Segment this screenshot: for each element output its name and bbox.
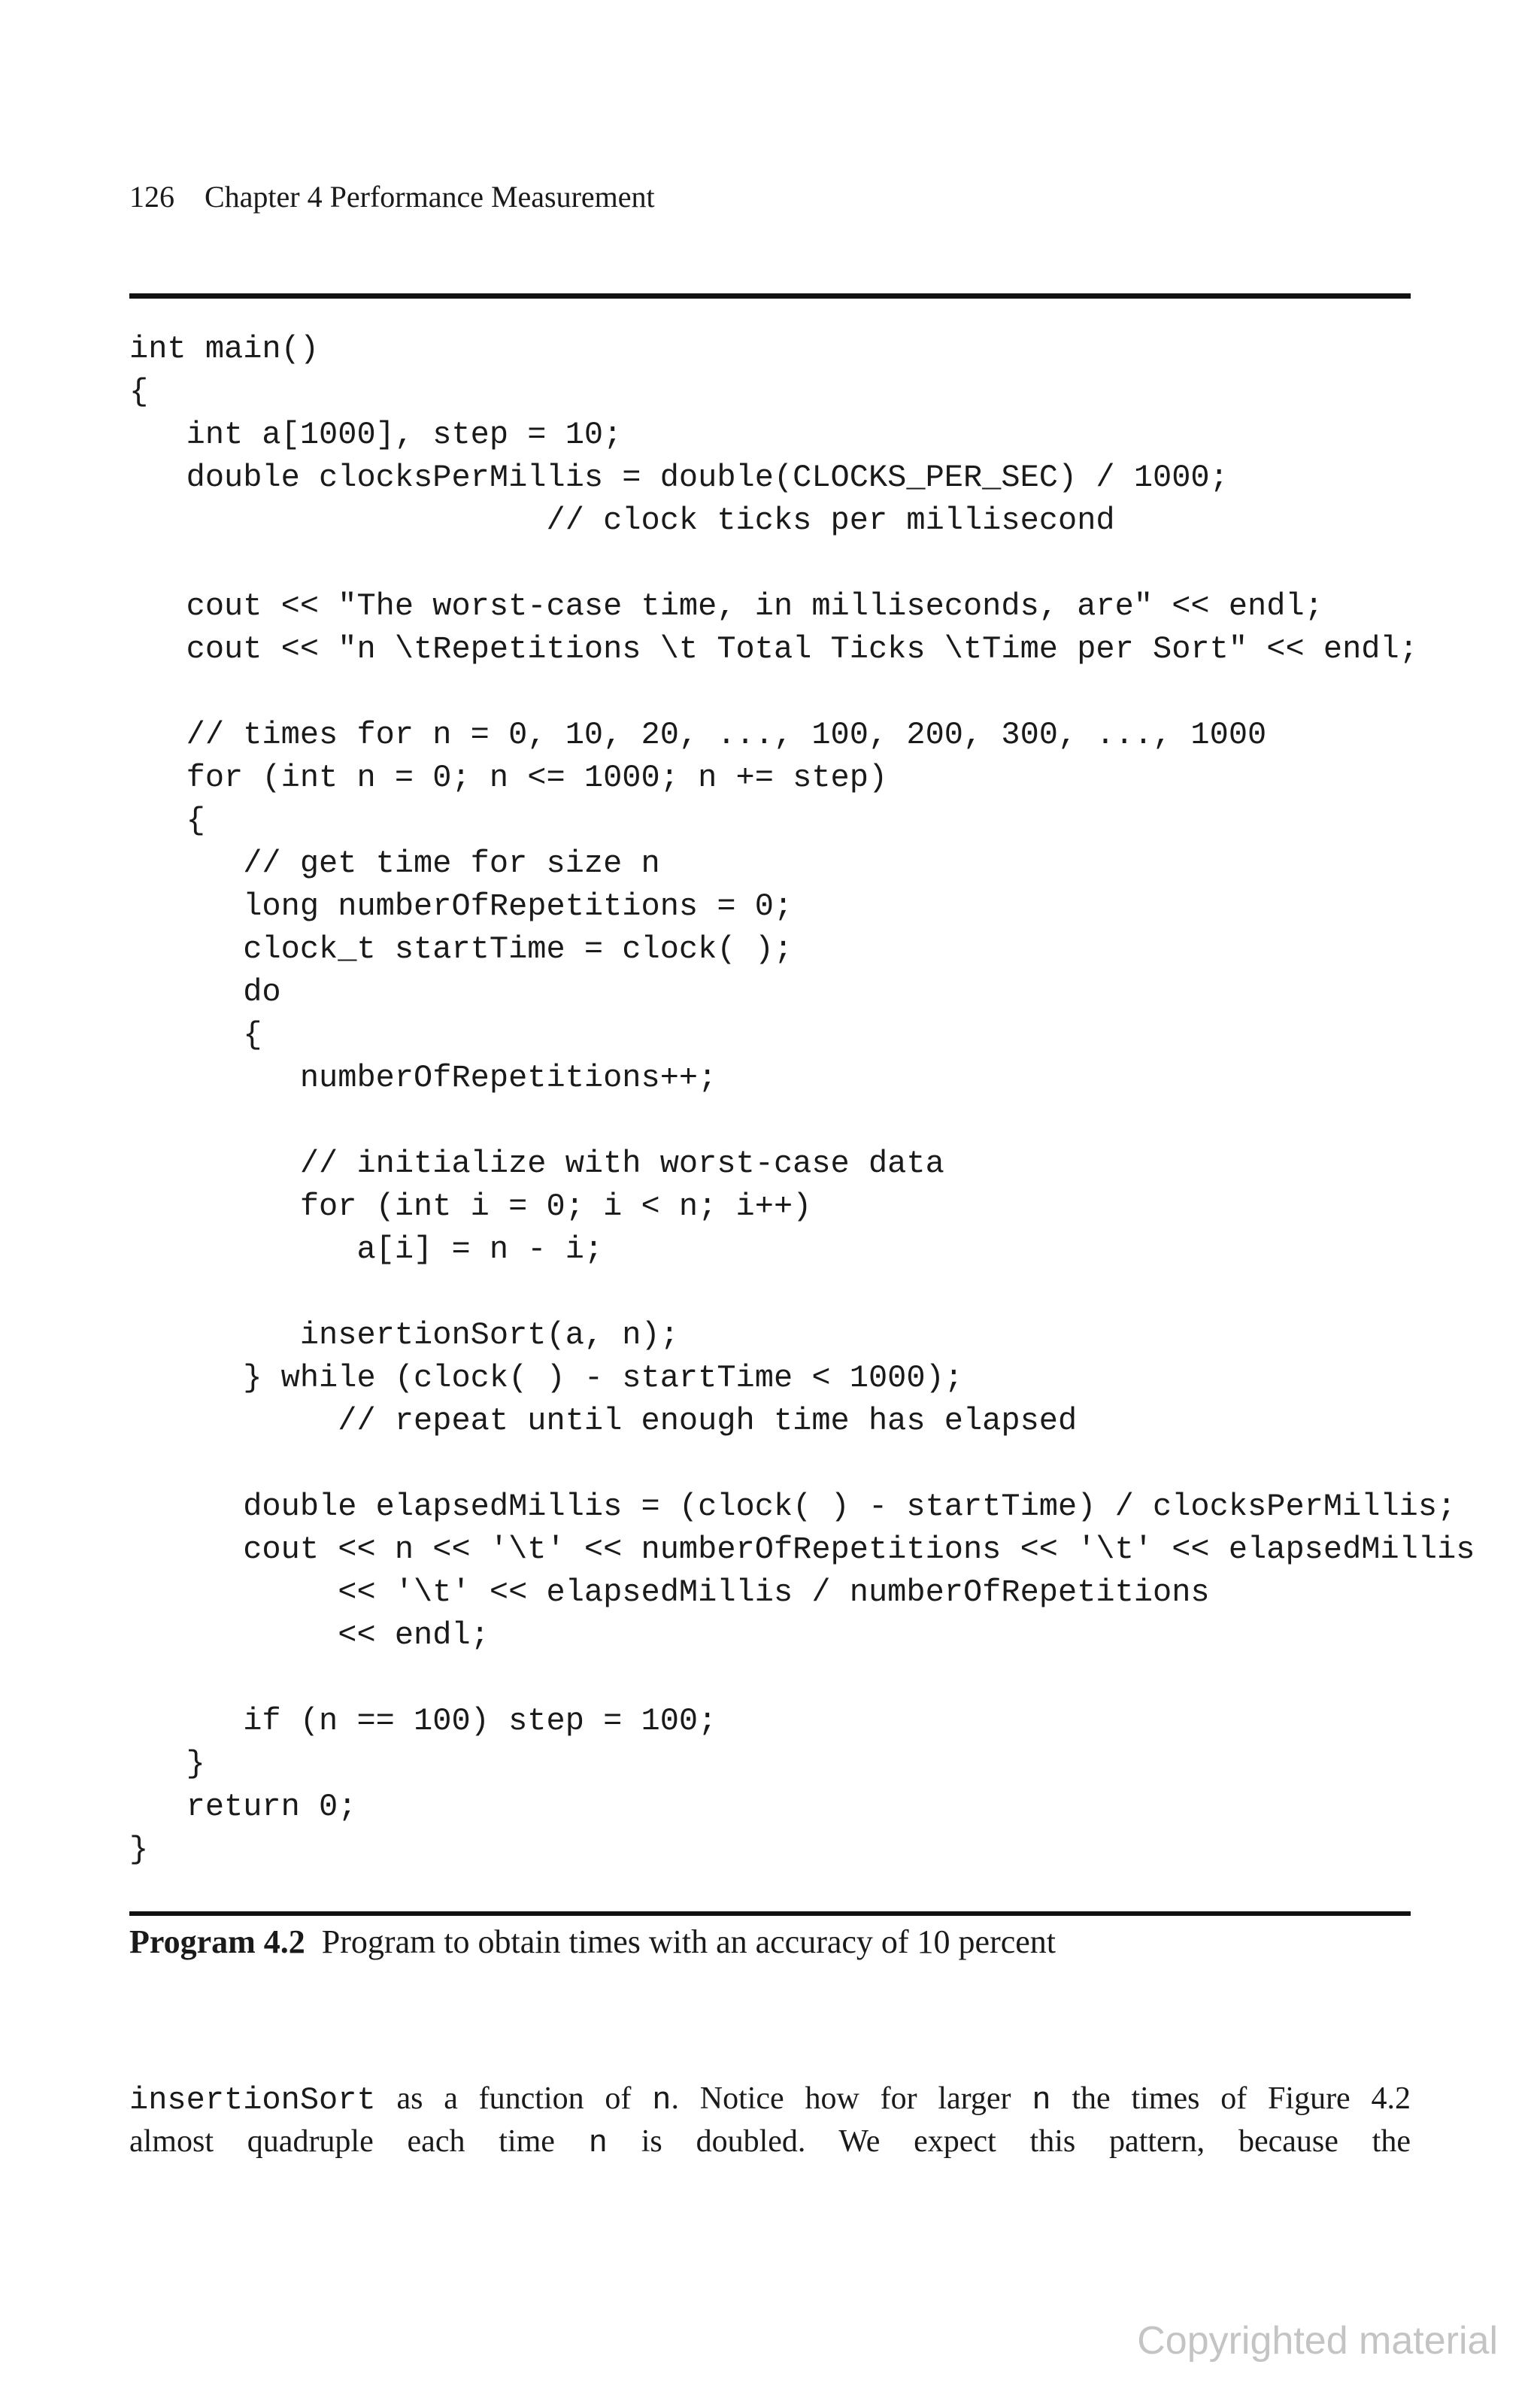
code-line: insertionSort(a, n);	[129, 1317, 679, 1353]
code-line: cout << n << '\t' << numberOfRepetitions << '\t' << elapsedMillis	[129, 1531, 1475, 1568]
bottom-rule	[129, 1911, 1411, 1916]
code-line	[129, 542, 1475, 585]
code-line: double elapsedMillis = (clock( ) - startTime) / clocksPerMillis;	[129, 1489, 1457, 1525]
code-line: {	[129, 374, 149, 410]
code-line: << endl;	[129, 1617, 490, 1653]
code-line	[129, 1443, 1475, 1486]
chapter-title: Chapter 4 Performance Measurement	[205, 180, 655, 214]
code-line: do	[129, 974, 281, 1010]
body-line	[129, 2120, 1411, 2163]
running-head	[129, 179, 655, 214]
copyright-watermark: Copyrighted material	[1137, 2319, 1498, 2363]
code-line: for (int n = 0; n <= 1000; n += step)	[129, 760, 888, 796]
code-line: {	[129, 1017, 262, 1053]
program-caption	[129, 1920, 1056, 1965]
code-line: if (n == 100) step = 100;	[129, 1703, 717, 1739]
code-line	[129, 1657, 1475, 1700]
code-line: long numberOfRepetitions = 0;	[129, 888, 793, 924]
code-line: {	[129, 803, 205, 839]
code-line: // repeat until enough time has elapsed	[129, 1403, 1078, 1439]
code-line: }	[129, 1746, 205, 1782]
body-text-span: as a function of	[375, 2081, 653, 2116]
code-line: int main()	[129, 331, 320, 367]
code-line: // initialize with worst-case data	[129, 1146, 944, 1182]
body-text-span: the times of Figure 4.2	[1050, 2081, 1411, 2116]
inline-code: n	[588, 2125, 608, 2161]
inline-code: n	[1032, 2082, 1051, 2118]
body-line	[129, 2078, 1411, 2120]
code-line: // clock ticks per millisecond	[129, 502, 1115, 539]
code-line: cout << "The worst-case time, in milliseconds, are" << endl;	[129, 588, 1323, 624]
body-text-span: almost quadruple each time	[129, 2124, 589, 2159]
code-line: } while (clock( ) - startTime < 1000);	[129, 1360, 963, 1396]
code-line	[129, 671, 1475, 714]
code-line: // get time for size n	[129, 845, 660, 882]
caption-text: Program to obtain times with an accuracy of 10 percent	[321, 1923, 1056, 1960]
code-line: double clocksPerMillis = double(CLOCKS_PER_SEC) / 1000;	[129, 460, 1229, 496]
code-line: numberOfRepetitions++;	[129, 1060, 717, 1096]
page-number: 126	[129, 180, 174, 214]
code-line: a[i] = n - i;	[129, 1231, 604, 1267]
caption-label: Program 4.2	[129, 1923, 305, 1960]
code-line: << '\t' << elapsedMillis / numberOfRepetitions	[129, 1574, 1210, 1610]
body-paragraph	[129, 2078, 1411, 2163]
code-line: int a[1000], step = 10;	[129, 417, 623, 453]
code-line: clock_t startTime = clock( );	[129, 931, 793, 967]
code-listing	[129, 328, 1475, 1871]
inline-code: insertionSort	[129, 2082, 376, 2118]
body-text-span: is doubled. We expect this pattern, because the	[607, 2124, 1411, 2159]
code-line: cout << "n \tRepetitions \t Total Ticks \tTime per Sort" << endl;	[129, 631, 1418, 667]
code-line: for (int i = 0; i < n; i++)	[129, 1188, 812, 1225]
code-line	[129, 1100, 1475, 1143]
code-line: }	[129, 1832, 149, 1868]
code-line: return 0;	[129, 1789, 357, 1825]
body-text-span: . Notice how for larger	[671, 2081, 1032, 2116]
top-rule	[129, 293, 1411, 299]
inline-code: n	[652, 2082, 671, 2118]
code-line: // times for n = 0, 10, 20, ..., 100, 200, 300, ..., 1000	[129, 717, 1267, 753]
code-line	[129, 1271, 1475, 1314]
